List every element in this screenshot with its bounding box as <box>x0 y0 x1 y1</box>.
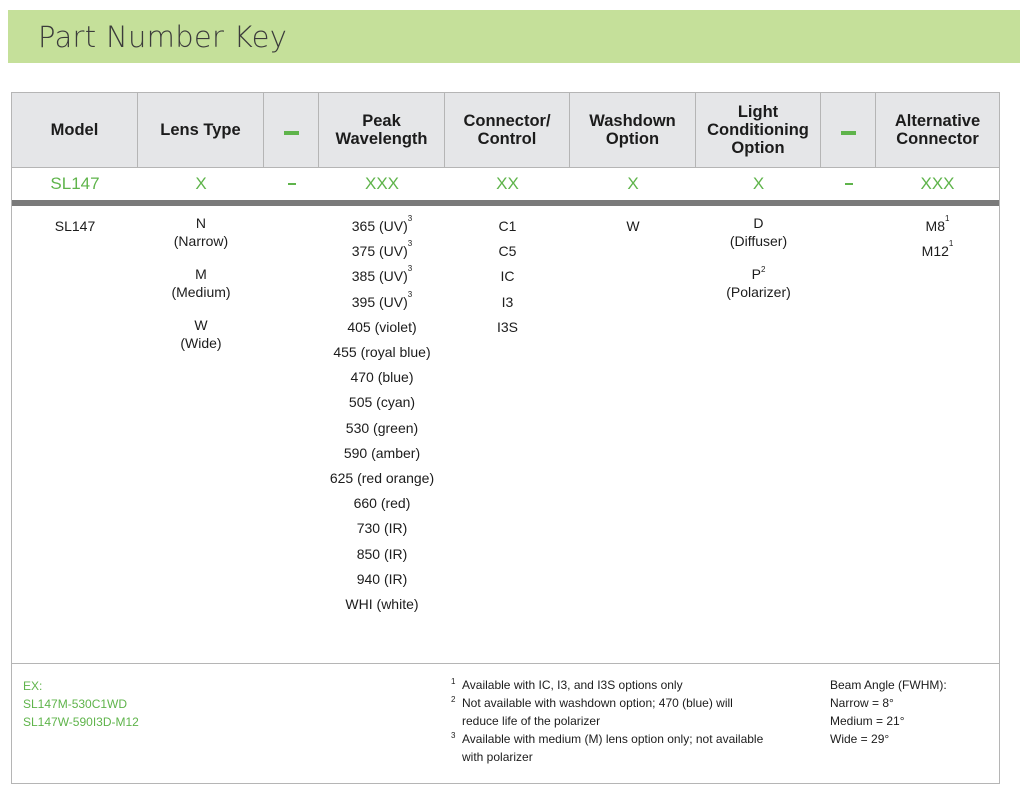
code-peak-wavelength: XXX <box>364 174 400 193</box>
wavelength-option <box>330 466 434 491</box>
footnote-marker: 1 <box>945 214 950 223</box>
connector-list <box>497 214 518 340</box>
connector-option: I3 <box>501 293 514 310</box>
wavelength-text: 530 (green) <box>345 419 419 436</box>
header-lens-type-label: Lens Type <box>160 121 241 139</box>
wavelength-option <box>357 516 408 541</box>
header-alt-connector <box>876 93 999 167</box>
lens-option <box>171 265 230 301</box>
wavelength-text: 385 (UV) <box>351 268 408 285</box>
beam-angle-medium: Medium = 21° <box>830 714 905 728</box>
connector-option: C5 <box>498 243 517 260</box>
options-spacer-2 <box>821 206 876 664</box>
wavelength-text: 850 (IR) <box>356 545 408 562</box>
code-lens-type: X <box>195 174 207 193</box>
footnote <box>451 730 821 766</box>
header-dash-2 <box>821 93 876 167</box>
beam-angle-title: Beam Angle (FWHM): <box>830 678 947 692</box>
light-option <box>726 265 791 301</box>
example-part-number: SL147M-530C1WD <box>23 697 128 711</box>
example-part-number: SL147W-590I3D-M12 <box>23 715 139 729</box>
options-connector <box>445 206 570 664</box>
header-model-label: Model <box>50 121 99 139</box>
beam-angle-wide: Wide = 29° <box>830 732 890 746</box>
beam-angle-narrow: Narrow = 8° <box>830 696 894 710</box>
footnote-number: 1 <box>451 677 456 686</box>
footnote <box>451 694 821 730</box>
alt-connector-list <box>922 214 954 264</box>
wavelength-text: 375 (UV) <box>351 243 408 260</box>
footnote-marker: 3 <box>407 289 413 299</box>
alt-connector-code: M12 <box>921 243 949 260</box>
page-title: Part Number Key <box>38 20 288 54</box>
lens-desc: (Medium) <box>171 284 231 300</box>
code-alt: XXX <box>920 174 955 193</box>
wavelength-option <box>357 567 408 592</box>
lens-option <box>180 316 221 352</box>
lens-list <box>171 214 230 367</box>
header-peak-line-1: Peak <box>362 112 401 130</box>
header-peak-line-2: Wavelength <box>335 130 428 148</box>
header-row <box>12 93 999 168</box>
wavelength-text: 395 (UV) <box>351 293 408 310</box>
washdown-option: W <box>626 218 640 234</box>
wavelength-option <box>354 491 411 516</box>
header-model <box>12 93 138 167</box>
header-light-conditioning <box>696 93 821 167</box>
dash-icon <box>284 131 299 135</box>
model-option: SL147 <box>54 218 96 234</box>
wavelength-text: 590 (amber) <box>343 444 421 461</box>
options-lens <box>138 206 264 664</box>
options-light <box>696 206 821 664</box>
examples <box>23 677 139 731</box>
options-model <box>12 206 138 664</box>
wavelength-text: 730 (IR) <box>356 520 408 537</box>
wavelength-option <box>350 365 413 390</box>
connector-option: IC <box>500 268 515 285</box>
options-row <box>12 206 999 664</box>
connector-option: I3S <box>496 318 518 335</box>
light-code-line <box>753 214 763 232</box>
beam-angle <box>830 676 947 748</box>
light-desc: (Polarizer) <box>726 284 791 300</box>
wavelength-text: 405 (violet) <box>347 318 417 335</box>
footnote-marker: 2 <box>760 265 766 274</box>
wavelength-option <box>345 592 418 617</box>
footnote-line: Available with medium (M) lens option only; not available <box>462 732 764 746</box>
wavelength-text: 365 (UV) <box>351 218 408 234</box>
wavelength-text: 505 (cyan) <box>348 394 416 411</box>
lens-desc: (Narrow) <box>173 233 229 249</box>
part-number-table <box>11 92 1000 784</box>
wavelength-list <box>330 214 434 617</box>
lens-code: N <box>195 215 207 231</box>
wavelength-text: 940 (IR) <box>356 570 408 587</box>
wavelength-text: 455 (royal blue) <box>333 344 431 361</box>
footnote-number: 3 <box>451 731 456 740</box>
footnote-line: Available with IC, I3, and I3S options only <box>462 678 683 692</box>
wavelength-text: WHI (white) <box>345 596 419 613</box>
example-label: EX: <box>23 679 43 693</box>
code-dash <box>264 168 319 200</box>
wavelength-option <box>352 239 412 264</box>
footnote-marker: 1 <box>948 239 954 249</box>
options-spacer <box>264 206 319 664</box>
code-dash-2 <box>821 168 876 200</box>
wavelength-text: 625 (red orange) <box>329 470 435 487</box>
footnote-marker: 3 <box>407 264 413 274</box>
footnote-line: Not available with washdown option; 470 (blue) will <box>462 696 733 710</box>
wavelength-option <box>357 542 408 567</box>
code-light: X <box>752 174 765 193</box>
wavelength-option <box>347 315 416 340</box>
lens-code: M <box>195 266 207 282</box>
footnote-marker: 3 <box>407 239 413 249</box>
header-peak-wavelength <box>319 93 445 167</box>
footnote-line: with polarizer <box>462 750 533 764</box>
alt-connector-option <box>926 214 950 239</box>
code-row <box>12 168 999 206</box>
connector-option: C1 <box>498 218 517 234</box>
header-alt-line-2: Connector <box>896 130 979 148</box>
footer <box>12 663 999 784</box>
footnote <box>451 676 821 694</box>
wavelength-option <box>352 290 412 315</box>
dash-icon <box>845 183 853 185</box>
light-option <box>730 214 787 250</box>
header-dash <box>264 93 319 167</box>
header-washdown-line-2: Option <box>605 130 660 148</box>
dash-icon <box>841 131 856 135</box>
header-connector-line-2: Control <box>477 130 537 148</box>
lens-code: W <box>194 317 208 333</box>
header-alt-line-1: Alternative <box>894 112 981 130</box>
wavelength-option <box>352 264 412 289</box>
footnote-line: reduce life of the polarizer <box>462 714 601 728</box>
title-banner <box>8 10 1020 63</box>
footnote-number: 2 <box>451 695 456 704</box>
header-connector-line-1: Connector/ <box>463 112 551 130</box>
code-model: SL147 <box>50 174 100 193</box>
options-alt <box>876 206 999 664</box>
light-desc: (Diffuser) <box>729 233 788 249</box>
wavelength-option <box>352 214 412 239</box>
wavelength-text: 470 (blue) <box>350 369 414 386</box>
options-wavelength <box>319 206 445 664</box>
header-light-line-2: Conditioning <box>707 121 809 139</box>
header-connector <box>445 93 570 167</box>
wavelength-option <box>344 441 420 466</box>
light-code-line <box>752 265 766 283</box>
header-washdown <box>570 93 696 167</box>
header-light-line-3: Option <box>731 139 785 157</box>
code-washdown: X <box>627 174 639 193</box>
alt-connector-option <box>922 239 954 264</box>
header-lens-type <box>138 93 264 167</box>
dash-icon <box>288 183 296 185</box>
header-light-line-1: Light <box>737 103 779 121</box>
lens-option <box>174 214 228 250</box>
wavelength-option <box>346 416 418 441</box>
header-washdown-line-1: Washdown <box>589 112 676 130</box>
lens-desc: (Wide) <box>180 335 222 351</box>
options-washdown <box>570 206 696 664</box>
light-code: D <box>753 215 764 231</box>
wavelength-text: 660 (red) <box>353 495 411 512</box>
wavelength-option <box>333 340 430 365</box>
footnote-marker: 3 <box>407 214 413 223</box>
alt-connector-code: M8 <box>925 218 945 234</box>
footnotes <box>451 676 821 766</box>
light-list <box>726 214 791 316</box>
wavelength-option <box>349 390 415 415</box>
light-code: P <box>751 266 761 282</box>
code-connector: XX <box>496 174 519 193</box>
